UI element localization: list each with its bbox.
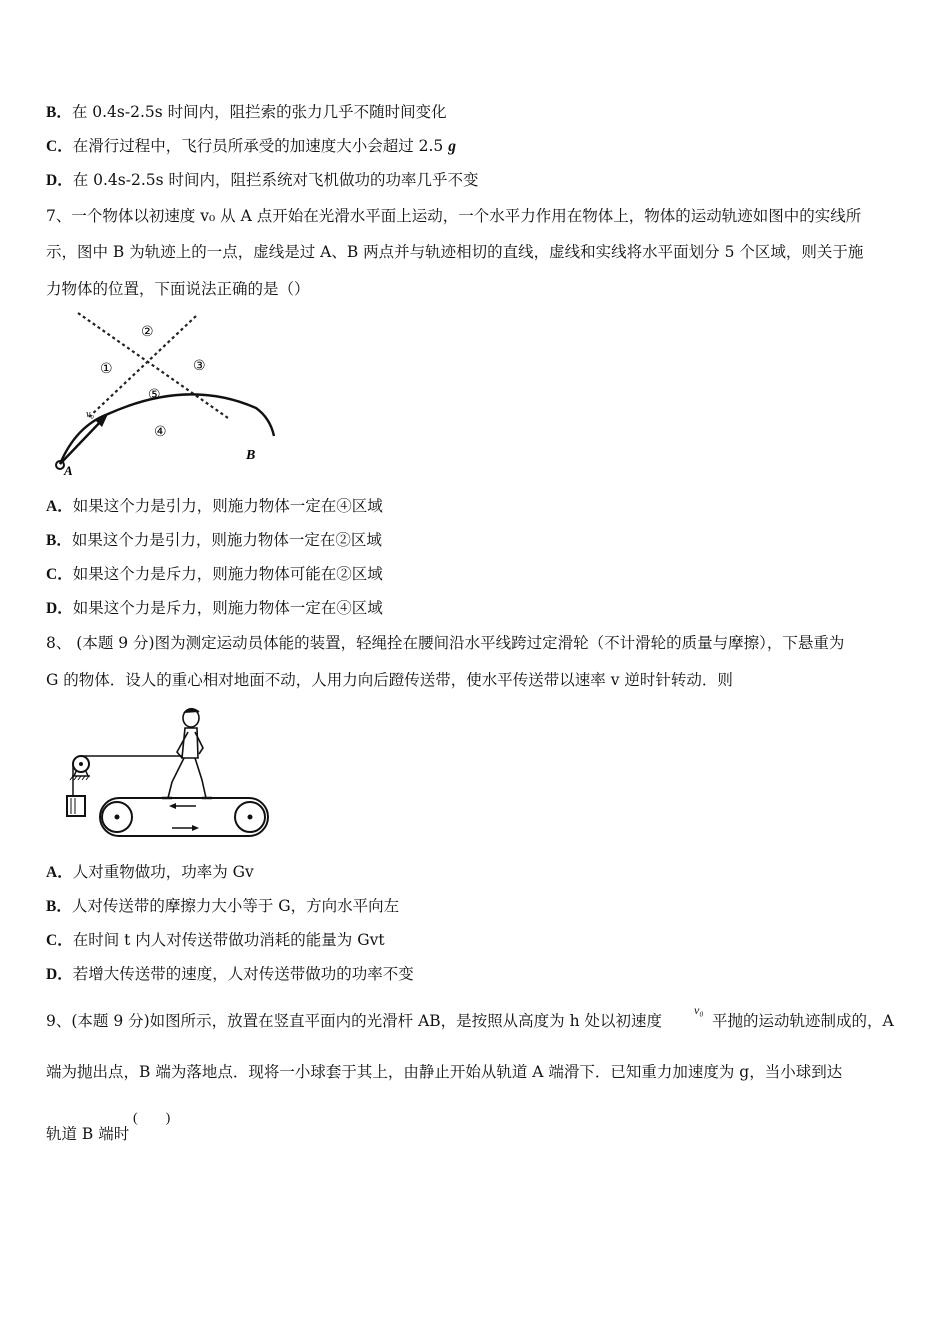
option-label: A． bbox=[46, 864, 73, 881]
point-a-label: A bbox=[64, 463, 73, 478]
option-label: C． bbox=[46, 932, 73, 949]
option-text: 如果这个力是斥力，则施力物体可能在②区域 bbox=[72, 565, 383, 583]
option-text: 在 0.4s-2.5s 时间内，阻拦索的张力几乎不随时间变化 bbox=[71, 103, 447, 121]
option-label: D． bbox=[46, 600, 73, 617]
q9-v0-symbol: v₀ bbox=[694, 1003, 704, 1017]
q9-stem-line2: 端为抛出点，B 端为落地点．现将一小球套于其上，由静止开始从轨道 A 端滑下．已知重力加速度为 g，当小球到达 bbox=[46, 1063, 843, 1081]
q8-stem-line2: G 的物体．设人的重心相对地面不动，人用力向后蹬传送带，使水平传送带以速率 v 逆时针转动．则 bbox=[46, 671, 733, 689]
option-text: 如果这个力是引力，则施力物体一定在④区域 bbox=[72, 497, 383, 515]
q8-stem-line1: 8、 (本题 9 分)图为测定运动员体能的装置，轻绳拴在腰间沿水平线跨过定滑轮（不计滑轮的质量与摩擦），下悬重为 bbox=[46, 634, 845, 652]
option-text: 人对传送带的摩擦力大小等于 G，方向水平向左 bbox=[71, 897, 400, 915]
option-text: 人对重物做功，功率为 Gv bbox=[72, 863, 254, 881]
point-b-label: B bbox=[246, 448, 256, 463]
pulley-axle bbox=[79, 762, 83, 766]
hanging-weight bbox=[67, 796, 85, 816]
roller-axle bbox=[248, 815, 253, 820]
q9-answer-paren: ( ) bbox=[133, 1111, 171, 1126]
q7-stem-line3: 力物体的位置，下面说法正确的是（） bbox=[46, 280, 310, 298]
option-text: 若增大传送带的速度，人对传送带做功的功率不变 bbox=[72, 965, 414, 983]
q8-option-d bbox=[46, 964, 414, 985]
option-text: 如果这个力是引力，则施力物体一定在②区域 bbox=[71, 531, 382, 549]
region-5-label: ⑤ bbox=[148, 387, 161, 403]
region-4-label: ④ bbox=[154, 424, 167, 440]
q6-option-d bbox=[46, 170, 479, 191]
q6-option-b bbox=[46, 102, 447, 123]
option-label: A． bbox=[46, 498, 73, 515]
option-label: C． bbox=[46, 138, 73, 155]
q9-stem-line1b: 平抛的运动轨迹制成的，A bbox=[712, 1012, 894, 1030]
option-label: B． bbox=[46, 898, 72, 915]
runner-figure bbox=[162, 709, 212, 798]
q9-stem-line3: 轨道 B 端时 bbox=[46, 1125, 130, 1143]
region-2-label: ② bbox=[141, 324, 154, 340]
velocity-label: v₀ bbox=[86, 409, 94, 420]
option-label: B． bbox=[46, 532, 72, 549]
q7-option-d bbox=[46, 598, 383, 619]
q7-trajectory-figure bbox=[48, 308, 278, 480]
roller-axle bbox=[115, 815, 120, 820]
q7-stem-line1: 7、一个物体以初速度 v₀ 从 A 点开始在光滑水平面上运动，一个水平力作用在物体上，物体的运动轨迹如图中的实线所 bbox=[46, 207, 862, 225]
q9-stem-line1a: 9、(本题 9 分)如图所示，放置在竖直平面内的光滑杆 AB，是按照从高度为 h 处以初速度 bbox=[46, 1012, 663, 1030]
q7-option-b bbox=[46, 530, 382, 551]
option-label: D． bbox=[46, 172, 73, 189]
q7-stem-line2: 示，图中 B 为轨迹上的一点，虚线是过 A、B 两点并与轨迹相切的直线，虚线和实线将水平面划分 5 个区域，则关于施 bbox=[46, 243, 864, 261]
option-text: 在 0.4s-2.5s 时间内，阻拦系统对飞机做功的功率几乎不变 bbox=[72, 171, 479, 189]
region-1-label: ① bbox=[100, 361, 113, 377]
q8-option-b bbox=[46, 896, 399, 917]
q7-option-a bbox=[46, 496, 383, 517]
q8-option-a bbox=[46, 862, 254, 883]
velocity-arrow bbox=[60, 418, 104, 464]
option-label: C． bbox=[46, 566, 73, 583]
option-text-italic: g bbox=[448, 138, 456, 155]
q7-option-c bbox=[46, 564, 383, 585]
option-label: D． bbox=[46, 966, 73, 983]
q8-option-c bbox=[46, 930, 385, 951]
region-3-label: ③ bbox=[193, 358, 206, 374]
option-label: B． bbox=[46, 104, 72, 121]
option-text: 如果这个力是斥力，则施力物体一定在④区域 bbox=[72, 599, 383, 617]
option-text: 在时间 t 内人对传送带做功消耗的能量为 Gvt bbox=[72, 931, 385, 949]
option-text: 在滑行过程中，飞行员所承受的加速度大小会超过 2.5 bbox=[72, 137, 449, 155]
q6-option-c bbox=[46, 136, 456, 157]
q8-treadmill-figure bbox=[64, 702, 270, 844]
